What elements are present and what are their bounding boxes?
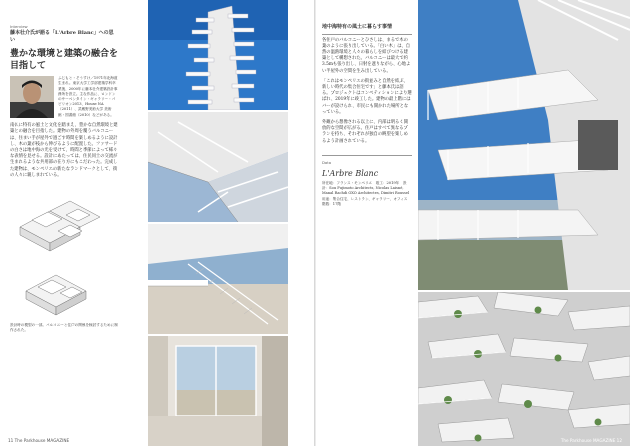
tower-sky-photo: [148, 0, 288, 110]
right-body-1: 各住戸のバルコニーとひさしは、まるで木の葉のように張り出している。「白い木」は、自然の温熱環境と人々の暮らしを結びつける建築として構想された。バルコニーは最大で約3.5mも張り出し、日射を遮りながら、心地よい半屋外の空間を生み出している。: [322, 37, 411, 74]
facade-plants-photo: [418, 292, 630, 446]
interview-kicker: Interview: [10, 24, 28, 29]
model-diagram-top: [10, 187, 118, 261]
right-folio: The Parkhouse MAGAZINE 12: [560, 438, 622, 443]
architect-profile: ふじもと・そうすけ／1971年北海道生まれ。東京大学工学部建築学科卒業後、2000年に藤本壮介建築設計事務所を設立。主な作品に、ロンドンのサーペンタイン・ギャラリー・パビリオン2013、House NA（2011）、武蔵野美術大学 美術館・図書館（2010）などがある。: [58, 76, 118, 117]
info-text: 所在地：フランス・モンペリエ 竣工：2019年 設計：Sou Fujimoto Architects, Nicolas Laisné, Manal Rachdi OXO Architectes, Dimitri Roussel 用途：集合住宅、レストラン、ギャラリー、オフィス 階数：17階: [322, 181, 413, 206]
left-folio: 11 The Parkhouse MAGAZINE: [8, 438, 70, 443]
balcony-underside-photo: [148, 112, 288, 222]
profile-block: [10, 76, 118, 118]
info-kicker: Data: [322, 159, 332, 165]
page-gutter: [314, 0, 316, 446]
architect-portrait: [10, 76, 54, 118]
interior-photo: [148, 336, 288, 446]
left-body-text: 南仏に特有の風土と文化を踏まえ、豊かな自然環境と建築との融合を目指した。建物の外周を覆うバルコニーは、住まい手が屋外で過ごす時間を楽しめるように設計し、木の葉が枝から伸びるように配置した。ファサードの白さは地中海の光を受けて、時間と季節によって様々な表情を見せる。設計にあたっては、住民同士の交流が生まれるような共用部の在り方にもこだわった。完成した建物は、モンペリエの新たなランドマークとして、街の人々に親しまれている。: [10, 123, 118, 178]
right-rule: [322, 34, 412, 35]
right-body-3: 外観から想像される以上に、内部は明るく開放的な空間が広がる。住戸はすべて異なるプランを持ち、それぞれが独自の眺望を楽しめるよう計画されている。: [322, 120, 408, 144]
model-diagram-bottom: [10, 261, 118, 321]
info-box: [322, 155, 412, 207]
balconies-upward-photo: [418, 0, 630, 290]
article-title: 豊かな環境と建築の融合を目指して: [10, 49, 119, 72]
article-subtitle: 藤本壮介氏が語る「L'Arbre Blanc」への思い: [10, 30, 114, 44]
stair-terrace-photo: [148, 224, 288, 334]
right-subtitle: 地中海特有の風土に暮らす事情: [322, 24, 393, 30]
model-caption: 設計時の模型の一部。バルコニーと住戸の関係を検討するために制作された。: [10, 323, 118, 333]
right-text-column: [322, 24, 412, 207]
left-text-column: [10, 24, 118, 333]
right-body-2: 「これはモンペリエの街並みと自然を結ぶ、新しい時代の集合住宅です」と藤本氏は語る。プロジェクトはコンペティションにより選ばれ、2019年に竣工した。建物の最上階にはバーが設けられ、市民にも開かれた場所となっている。: [322, 78, 412, 115]
info-title: L'Arbre Blanc: [322, 169, 379, 179]
